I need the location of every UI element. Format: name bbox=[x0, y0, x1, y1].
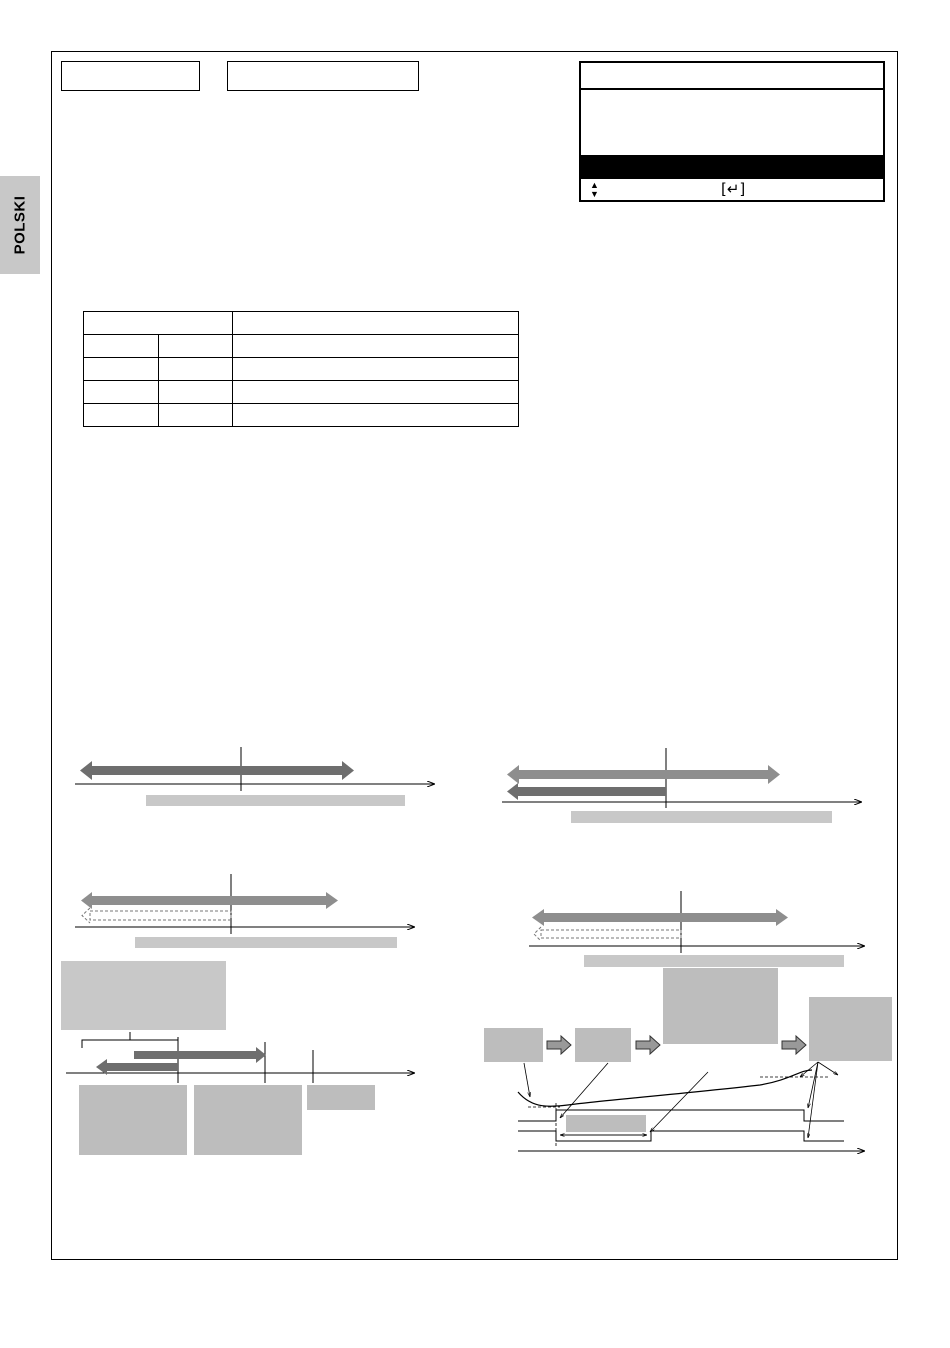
timing-diagram-6 bbox=[484, 968, 892, 1151]
up-down-arrows-icon: ▲ ▼ bbox=[590, 180, 599, 199]
timing-diagram-4 bbox=[529, 891, 865, 967]
timing-diagram-5 bbox=[61, 961, 415, 1155]
timing-diagram-1 bbox=[75, 747, 435, 806]
timing-diagram-3 bbox=[75, 874, 415, 948]
timing-diagram-2 bbox=[502, 748, 862, 823]
enter-icon: [↵] bbox=[721, 180, 746, 198]
language-label: POLSKI bbox=[11, 195, 29, 255]
